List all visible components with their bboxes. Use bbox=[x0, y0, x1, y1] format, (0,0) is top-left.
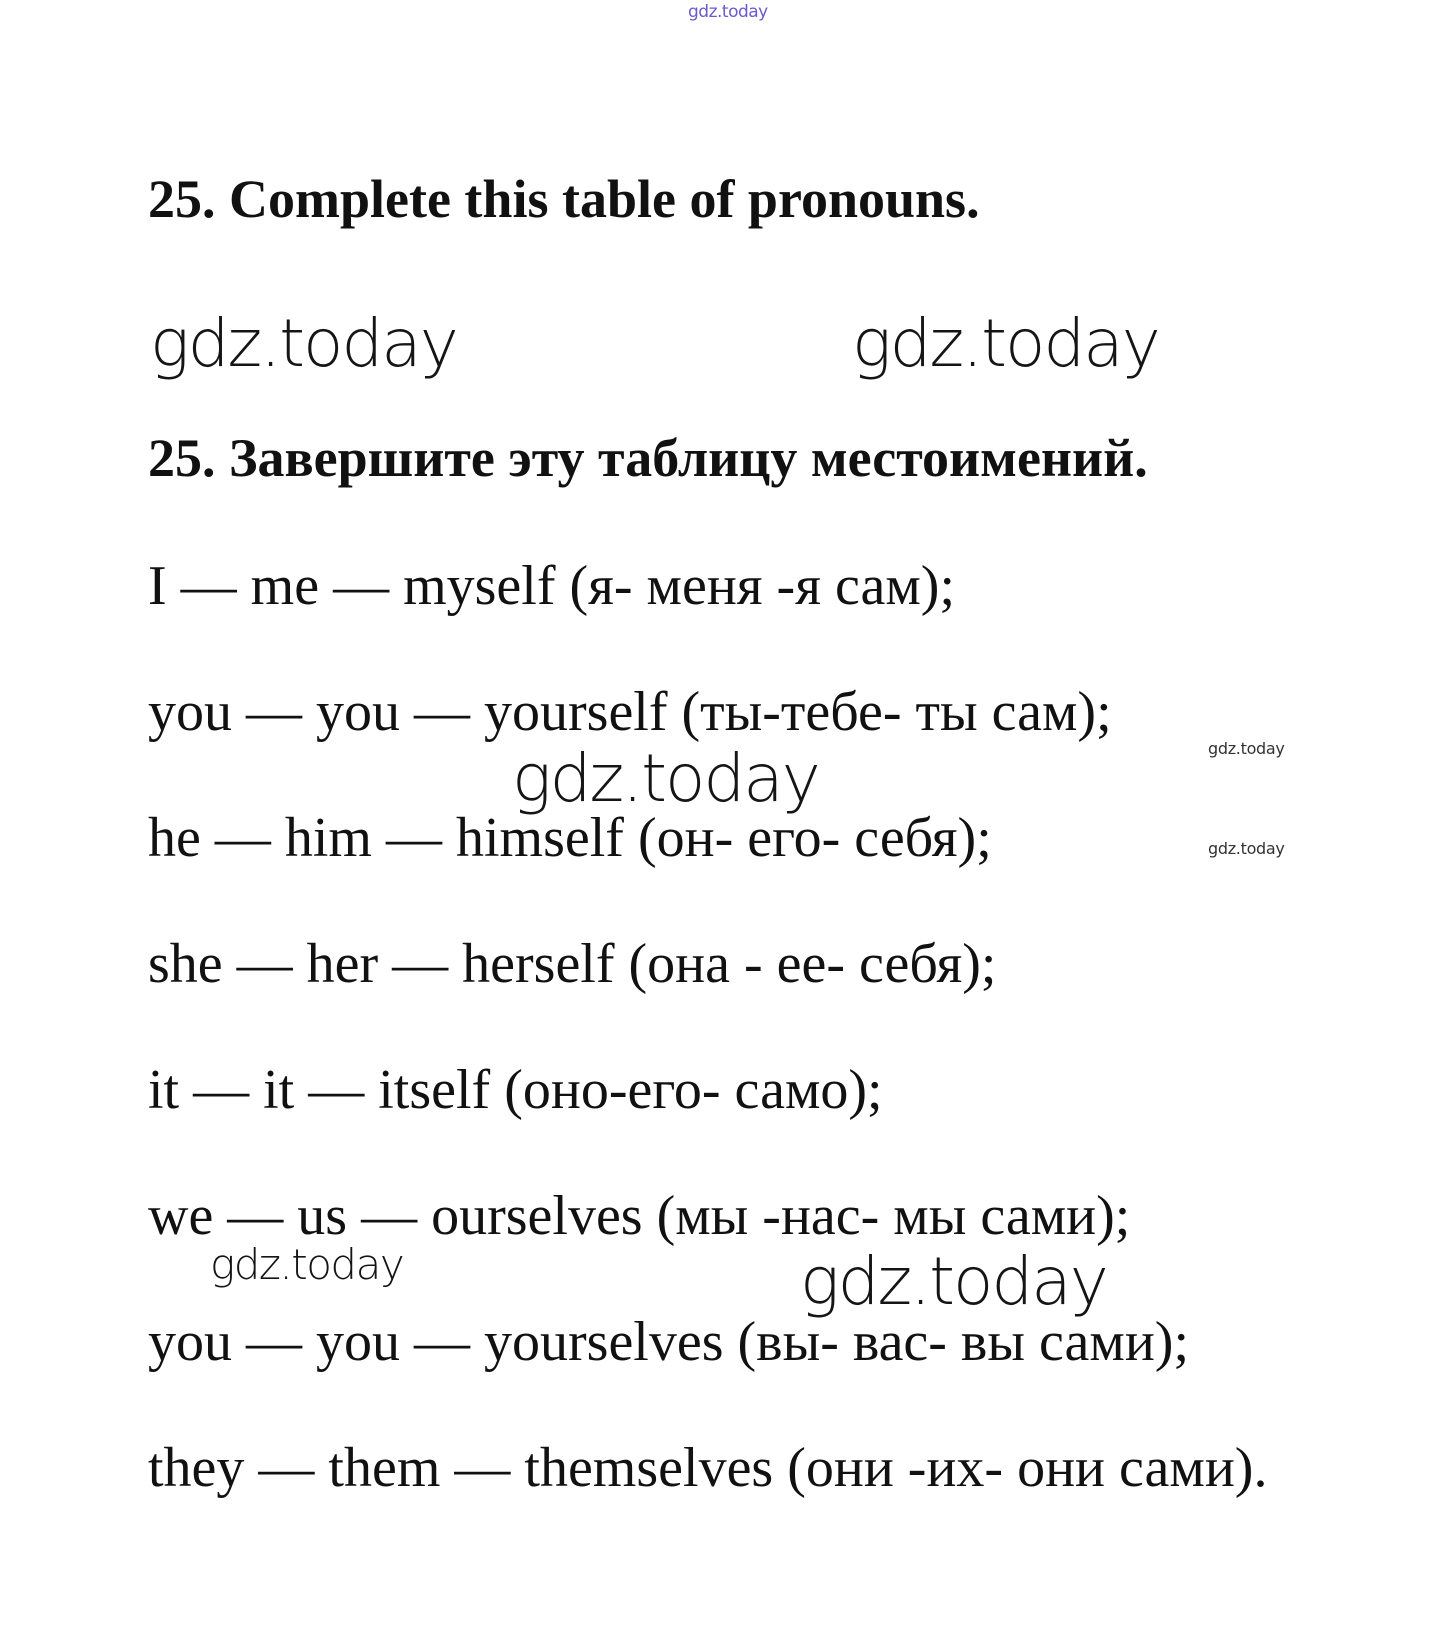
pronoun-line-i: I — me — myself (я- меня -я сам); bbox=[148, 555, 955, 617]
watermark-large-lower: gdz.today bbox=[800, 1243, 1107, 1320]
pronoun-line-it: it — it — itself (оно-его- само); bbox=[148, 1059, 883, 1121]
exercise-title-russian: 25. Завершите эту таблицу местоимений. bbox=[148, 428, 1148, 488]
pronoun-line-you-plural: you — you — yourselves (вы- вас- вы сами); bbox=[148, 1311, 1190, 1373]
watermark-small-2: gdz.today bbox=[1208, 839, 1285, 858]
pronoun-line-you-singular: you — you — yourself (ты-тебе- ты сам); bbox=[148, 681, 1112, 743]
pronoun-line-we: we — us — ourselves (мы -нас- мы сами); bbox=[148, 1185, 1131, 1247]
watermark-large-center: gdz.today bbox=[512, 740, 819, 817]
exercise-title-english: 25. Complete this table of pronouns. bbox=[148, 169, 980, 229]
watermark-large-left: gdz.today bbox=[150, 305, 457, 382]
watermark-medium-left: gdz.today bbox=[210, 1240, 404, 1289]
watermark-large-right: gdz.today bbox=[852, 305, 1159, 382]
pronoun-line-they: they — them — themselves (они -их- они сами). bbox=[148, 1437, 1268, 1499]
pronoun-line-he: he — him — himself (он- его- себя); bbox=[148, 807, 992, 869]
watermark-top: gdz.today bbox=[688, 2, 768, 22]
watermark-small-1: gdz.today bbox=[1208, 739, 1285, 758]
pronoun-line-she: she — her — herself (она - ее- себя); bbox=[148, 933, 997, 995]
